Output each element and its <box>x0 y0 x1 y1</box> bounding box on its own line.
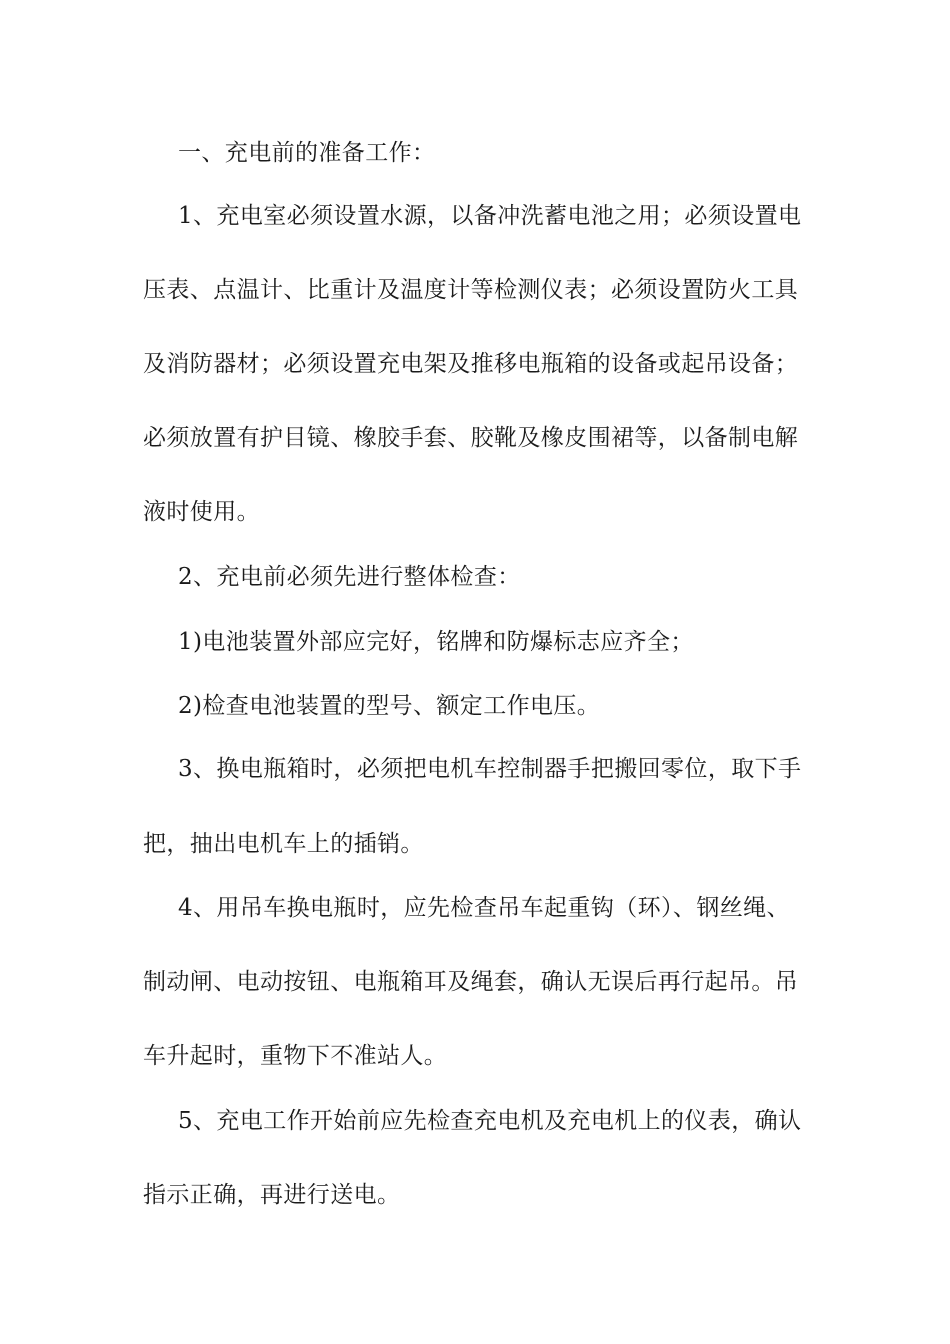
paragraph-1-line-1: 1、充电室必须设置水源，以备冲洗蓄电池之用；必须设置电 <box>178 203 802 229</box>
paragraph-1-line-4: 必须放置有护目镜、橡胶手套、胶靴及橡皮围裙等，以备制电解 <box>143 425 799 451</box>
paragraph-3-line-1: 3、换电瓶箱时，必须把电机车控制器手把搬回零位，取下手 <box>178 756 802 782</box>
paragraph-4-line-3: 车升起时，重物下不准站人。 <box>143 1043 448 1069</box>
paragraph-1-line-5: 液时使用。 <box>143 499 260 525</box>
paragraph-2-item-2: 2)检查电池装置的型号、额定工作电压。 <box>178 693 601 719</box>
paragraph-3-line-2: 把，抽出电机车上的插销。 <box>143 831 424 857</box>
paragraph-4-line-2: 制动闸、电动按钮、电瓶箱耳及绳套，确认无误后再行起吊。吊 <box>143 969 799 995</box>
paragraph-1-line-2: 压表、点温计、比重计及温度计等检测仪表；必须设置防火工具 <box>143 277 799 303</box>
paragraph-1-line-3: 及消防器材；必须设置充电架及推移电瓶箱的设备或起吊设备； <box>143 351 799 377</box>
paragraph-2-item-1: 1)电池装置外部应完好，铭牌和防爆标志应齐全； <box>178 629 694 655</box>
paragraph-4-line-1: 4、用吊车换电瓶时，应先检查吊车起重钩（环）、钢丝绳、 <box>178 895 790 921</box>
section-heading: 一、充电前的准备工作： <box>178 140 436 166</box>
paragraph-5-line-1: 5、充电工作开始前应先检查充电机及充电机上的仪表，确认 <box>178 1108 802 1134</box>
paragraph-2-line-1: 2、充电前必须先进行整体检查： <box>178 564 521 590</box>
paragraph-5-line-2: 指示正确，再进行送电。 <box>143 1182 401 1208</box>
